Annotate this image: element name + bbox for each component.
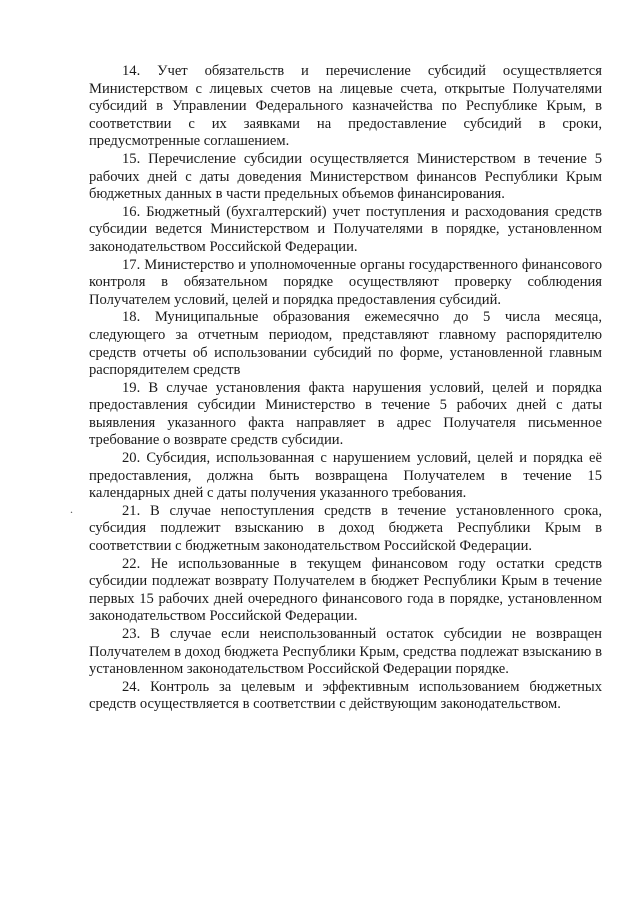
- paragraph-15: 15. Перечисление субсидии осуществляется Министерством в течение 5 рабочих дней с даты доведения Министерством финансов Республики Крым бюджетных данных в части предельных объемов финансирования.: [89, 150, 602, 203]
- paragraph-16: 16. Бюджетный (бухгалтерский) учет поступления и расходования средств субсидии ведется Министерством и Получателями в порядке, установленном законодательством Российской Федерации.: [89, 203, 602, 255]
- paragraph-20: 20. Субсидия, использованная с нарушением условий, целей и порядка её предоставления, должна быть возвращена Получателем в течение 15 календарных дней с даты получения указанного требования.: [89, 450, 602, 502]
- paragraph-14: 14. Учет обязательств и перечисление субсидий осуществляется Министерством с лицевых счетов на лицевые счета, открытые Получателями субсидий в Управлении Федерального казначейства по Республике Крым, в соответствии с их заявками на предоставление субсидий в сроки, предусмотренные соглашением.: [89, 63, 602, 150]
- paragraph-24: 24. Контроль за целевым и эффективным использованием бюджетных средств осуществляется в соответствии с действующим законодательством.: [89, 678, 602, 713]
- paragraph-18: 18. Муниципальные образования ежемесячно до 5 числа месяца, следующего за отчетным периодом, представляют главному распорядителю средств отчеты об использовании субсидий по форме, установленной главным распорядителем средств: [89, 309, 602, 379]
- paragraph-23: 23. В случае если неиспользованный остаток субсидии не возвращен Получателем в доход бюджета Республики Крым, средства подлежат взысканию в установленном законодательством Российской Федерации порядке.: [89, 626, 602, 678]
- paragraph-19: 19. В случае установления факта нарушения условий, целей и порядка предоставления субсидии Министерство в течение 5 рабочих дней с даты выявления указанного факта направляет в адрес Получателя письменное требование о возврате средств субсидии.: [89, 379, 602, 449]
- document-body: [89, 63, 602, 714]
- paragraph-21: 21. В случае непоступления средств в течение установленного срока, субсидия подлежит взысканию в доход бюджета Республики Крым в соответствии с бюджетным законодательством Российской Федерации.: [89, 502, 602, 555]
- margin-mark: .: [70, 502, 73, 516]
- paragraph-22: 22. Не использованные в текущем финансовом году остатки средств субсидии подлежат возврату Получателем в бюджет Республики Крым в течение первых 15 рабочих дней очередного финансового года в порядке, установленном законодательством Российской Федерации.: [89, 555, 602, 625]
- paragraph-17: 17. Министерство и уполномоченные органы государственного финансового контроля в обязательном порядке осуществляют проверку соблюдения Получателем условий, целей и порядка предоставления субсидий.: [89, 256, 602, 308]
